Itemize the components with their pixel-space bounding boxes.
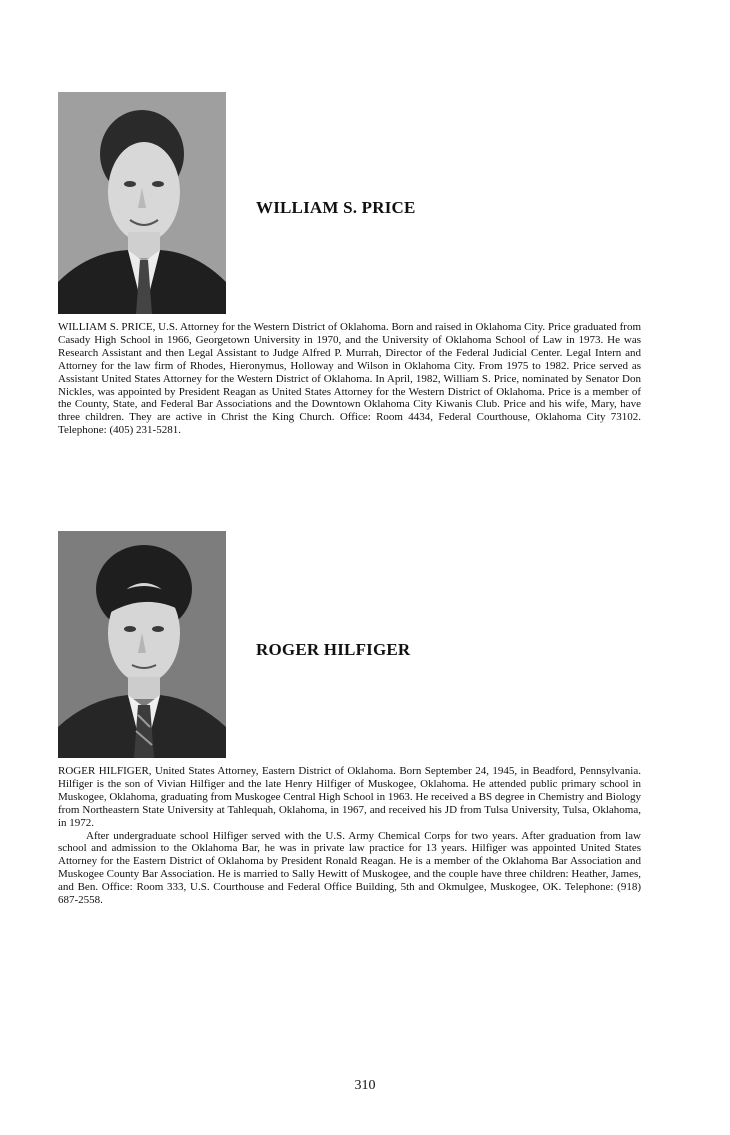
portrait-william-s-price xyxy=(58,92,226,314)
bio-paragraph: WILLIAM S. PRICE, U.S. Attorney for the Western District of Oklahoma. Born and raised in Oklahoma City. Price graduated from Casady High School in 1966, Georgetown University in 1970, and the University of Oklahoma School of Law in 1973. He was Research Assistant and then Legal Assistant to Judge Alfred P. Murrah, Director of the Federal Judicial Center. Legal Intern and Attorney for the law firm of Rhodes, Hieronymus, Holloway and Wilson in Oklahoma City. From 1975 to 1982. Price served as Assistant United States Attorney for the Western District of Oklahoma. In April, 1982, William S. Price, nominated by Senator Don Nickles, was appointed by President Reagan as United States Attorney for the Western District of Oklahoma. Price is a member of the County, State, and Federal Bar Associations and the Downtown Oklahoma City Kiwanis Club. Price and his wife, Mary, have three children. They are active in Christ the King Church. Office: Room 4434, Federal Courthouse, Oklahoma City 73102. Telephone: (405) 231-5281. xyxy=(58,321,641,437)
portrait-price-image xyxy=(58,92,226,314)
bio-paragraph: ROGER HILFIGER, United States Attorney, Eastern District of Oklahoma. Born September 24, 1945, in Beadford, Pennsylvania. Hilfiger is the son of Vivian Hilfiger and the late Henry Hilfiger of Muskogee, Oklahoma. He attended public primary school in Muskogee, Oklahoma, graduating from Muskogee Central High School in 1963. He received a BS degree in Chemistry and Biology from Northeastern State University at Tahlequah, Oklahoma, in 1967, and received his JD from Tulsa University, Tulsa, Oklahoma, in 1972. xyxy=(58,765,641,829)
page-number: 310 xyxy=(354,1078,376,1093)
portrait-roger-hilfiger xyxy=(58,531,226,758)
name-heading-william-s-price: WILLIAM S. PRICE xyxy=(256,198,416,217)
portrait-hilfiger-image xyxy=(58,531,226,758)
bio-paragraph: After undergraduate school Hilfiger served with the U.S. Army Chemical Corps for two years. After graduation from law school and admission to the Oklahoma Bar, he was in private law practice for 13 years. Hilfiger was appointed United States Attorney for the Eastern District of Oklahoma by President Ronald Reagan. He is a member of the Oklahoma Bar Association and Muskogee County Bar Association. He is married to Sally Hewitt of Muskogee, and the couple have three children: Heather, James, and Ben. Office: Room 333, U.S. Courthouse and Federal Office Building, 5th and Okmulgee, Muskogee, OK. Telephone: (918) 687-2558. xyxy=(58,829,641,907)
bio-william-s-price xyxy=(58,321,641,437)
bio-roger-hilfiger xyxy=(58,765,641,907)
name-heading-roger-hilfiger: ROGER HILFIGER xyxy=(256,640,411,659)
